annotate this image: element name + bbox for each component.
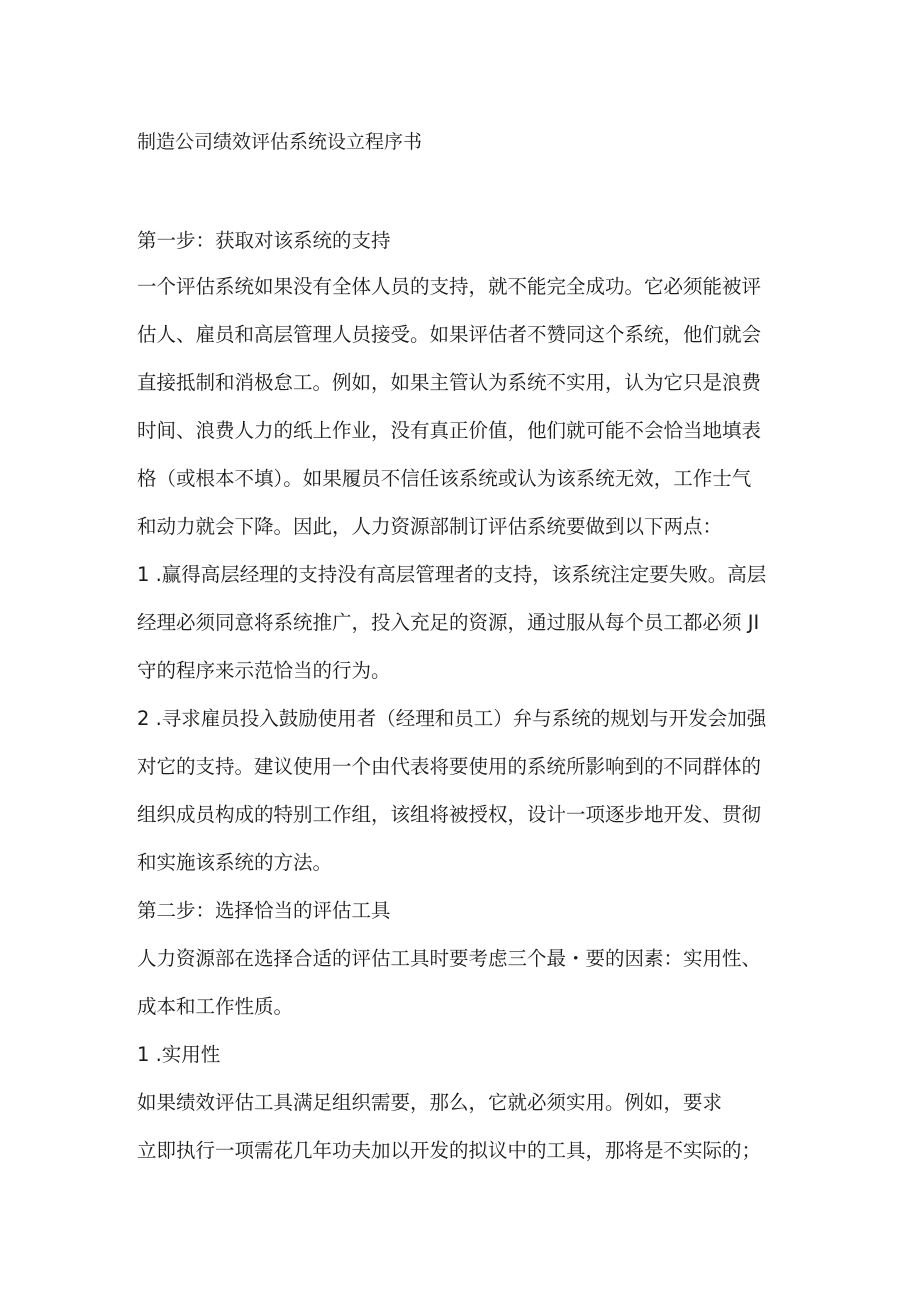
paragraph-line: 对它的支持。建议使用一个由代表将要使用的系统所影响到的不同群体的 [137,755,762,778]
paragraph-line: 格（或根本不填）。如果履员不信任该系统或认为该系统无效，工作士气 [137,467,752,490]
paragraph-line: 如果绩效评估工具满足组织需要，那么，它就必须实用。例如，要求 [137,1091,723,1114]
paragraph-line: 和实施该系统的方法。 [137,851,333,874]
paragraph-line: 成本和工作性质。 [137,995,294,1018]
paragraph-line: 经理必须同意将系统推广，投入充足的资源，通过服从每个员工都必须 JI [137,611,760,634]
paragraph-line: 和动力就会下降。因此，人力资源部制订评估系统要做到以下两点： [137,515,723,538]
list-item-line: 2 .寻求雇员投入鼓励使用者（经理和员工）弁与系统的规划与开发会加强 [137,707,767,730]
paragraph-line: 估人、雇员和高层管理人员接受。如果评估者不赞同这个系统，他们就会 [137,323,762,346]
paragraph-line: 立即执行一项需花几年功夫加以开发的拟议中的工具，那将是不实际的； [137,1139,762,1162]
list-item-line: 1 .实用性 [137,1043,221,1066]
document-title: 制造公司绩效评估系统设立程序书 [137,131,423,153]
paragraph-line: 直接抵制和消极怠工。例如，如果主管认为系统不实用，认为它只是浪费 [137,371,762,394]
list-item-line: 1 .赢得高层经理的支持没有高层管理者的支持，该系统注定要失败。高层 [137,563,767,586]
paragraph-line: 一个评估系统如果没有全体人员的支持，就不能完全成功。它必须能被评 [137,275,762,298]
step-heading: 第一步：获取对该系统的支持 [137,229,391,252]
paragraph-line: 组织成员构成的特别工作组，该组将被授权，设计一项逐步地开发、贯彻 [137,803,762,826]
step-heading: 第二步：选择恰当的评估工具 [137,899,391,922]
paragraph-line: 时间、浪费人力的纸上作业，没有真正价值，他们就可能不会恰当地填表 [137,419,762,442]
paragraph-line: 人力资源部在选择合适的评估工具时要考虑三个最・要的因素：实用性、 [137,947,762,970]
paragraph-line: 守的程序来示范恰当的行为。 [137,659,391,682]
